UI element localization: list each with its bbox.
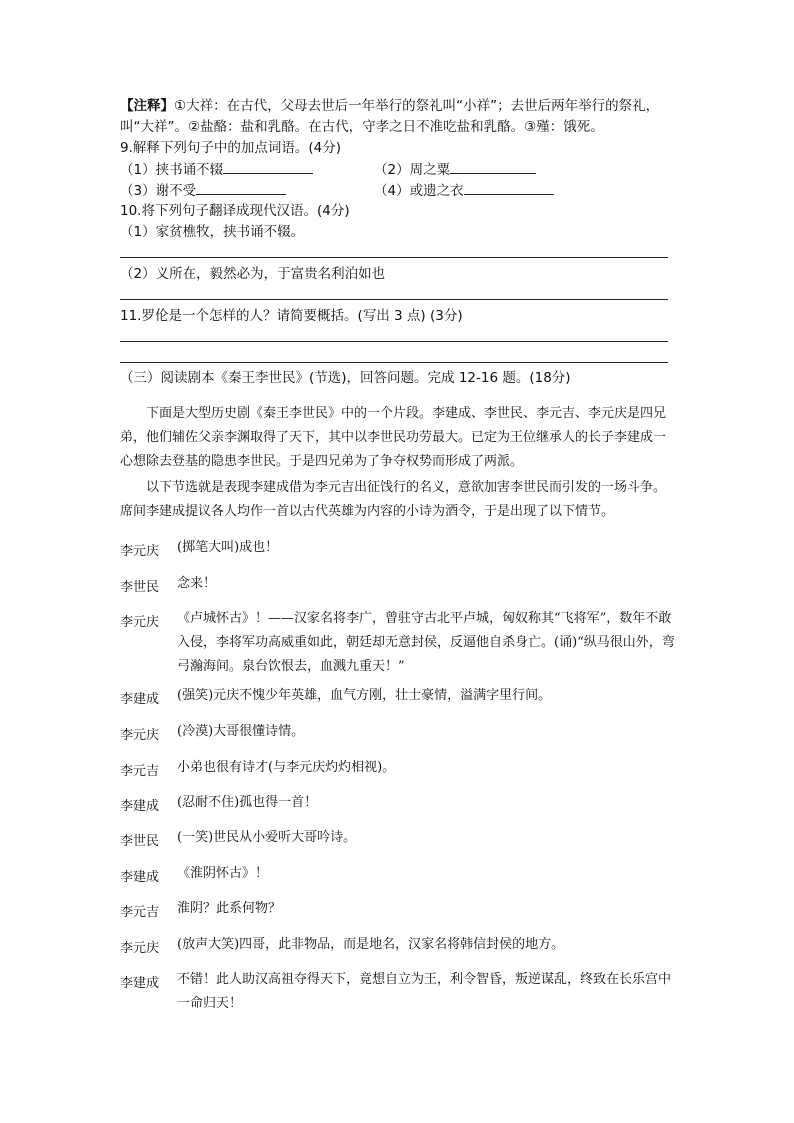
dialogue-speaker: 李世民 [120,834,160,849]
dialogue-line: 《卢城怀古》！——汉家名将李广，曾驻守古北平卢城，匈奴称其“飞将军”，数年不敢入侵，李将军功高威重如此，朝廷却无意封侯，反逼他自杀身亡。(诵)“纵马很山外，弯弓瀚海间。泉台饮恨去，血溅九重天！” [177,611,675,674]
q9-answer-blank-1[interactable] [223,159,313,174]
q10-answer-line-2[interactable] [120,299,668,300]
dialogue-line: (掷笔大叫)成也！ [177,540,279,555]
dialogue-line: 《淮阴怀古》！ [177,866,269,881]
q9-answer-blank-2[interactable] [450,159,536,174]
dialogue-line: 念来！ [177,576,217,591]
dialogue-speaker: 李元庆 [120,728,160,743]
dialogue-speaker: 李建成 [120,976,160,991]
q9-item-1: （1）挟书诵不辍 [120,162,224,178]
dialogue-speaker: 李元吉 [120,905,160,920]
notes-line-1 [120,96,676,116]
section3-title: （三）阅读剧本《秦王李世民》(节选)，回答问题。完成 12-16 题。(18分) [120,370,571,386]
dialogue-speaker: 李元吉 [120,764,160,779]
q10-sentence-1: （1）家贫樵牧，挟书诵不辍。 [120,224,305,240]
dialogue-line: (冷漠)大哥很懂诗情。 [177,724,305,739]
dialogue-line: 淮阴？此系何物？ [177,901,282,916]
dialogue-speaker: 李元庆 [120,941,160,956]
section3-intro-1: 下面是大型历史剧《秦王李世民》中的一个片段。李建成、李世民、李元吉、李元庆是四兄弟，他们辅佐父亲李渊取得了天下，其中以李世民功劳最大。已定为王位继承人的长子李建成一心想除去登基的隐患李世民。于是四兄弟为了争夺权势而形成了两派。 [120,406,667,469]
q10-sentence-2: （2）义所在，毅然必为，于富贵名利泊如也 [120,266,386,282]
dialogue-line: (一笑)世民从小爱听大哥吟诗。 [177,830,357,845]
dialogue-speaker: 李建成 [120,692,160,707]
notes-text-1: ①大祥：在古代，父母去世后一年举行的祭礼叫“小祥”；去世后两年举行的祭礼， [174,98,660,114]
notes-line-2: 叫“大祥”。②盐酪：盐和乳酪。在古代，守孝之日不准吃盐和乳酪。③殣：饿死。 [120,119,604,135]
dialogue-speaker: 李元庆 [120,615,160,630]
q9-answer-blank-3[interactable] [196,180,286,195]
q11-title: 11.罗伦是一个怎样的人？请简要概括。(写出 3 点) (3分) [120,308,463,324]
dialogue-speaker: 李元庆 [120,544,160,559]
dialogue-speaker: 李建成 [120,799,160,814]
dialogue-line: (强笑)元庆不愧少年英雄，血气方刚，壮士豪情，溢满字里行间。 [177,688,552,703]
dialogue-line: 小弟也很有诗才(与李元庆灼灼相视)。 [177,760,396,775]
q11-answer-line-2[interactable] [120,362,668,363]
q9-title: 9.解释下列句子中的加点词语。(4分) [120,140,342,156]
dialogue-line: (放声大笑)四哥，此非物品，而是地名，汉家名将韩信封侯的地方。 [177,937,565,952]
notes-label: 【注释】 [120,98,174,114]
q11-answer-line-1[interactable] [120,341,668,342]
q9-item-3: （3）谢不受 [120,183,197,199]
q9-item-4: （4）或遗之衣 [374,183,464,199]
dialogue-speaker: 李世民 [120,580,160,595]
q9-item-2: （2）周之粟 [374,162,451,178]
dialogue-line: 不错！此人助汉高祖夺得天下，竟想自立为王，利令智昏，叛逆谋乱，终致在长乐宫中一命归天！ [177,972,672,1011]
q9-answer-blank-4[interactable] [464,180,554,195]
dialogue-speaker: 李建成 [120,870,160,885]
section3-intro-2: 以下节选就是表现李建成借为李元吉出征饯行的名义，意欲加害李世民而引发的一场斗争。席间李建成提议各人均作一首以古代英雄为内容的小诗为酒令，于是出现了以下情节。 [120,480,667,519]
q10-answer-line-1[interactable] [120,257,668,258]
q10-title: 10.将下列句子翻译成现代汉语。(4分) [120,203,350,219]
dialogue-line: (忍耐不住)孤也得一首！ [177,795,318,810]
